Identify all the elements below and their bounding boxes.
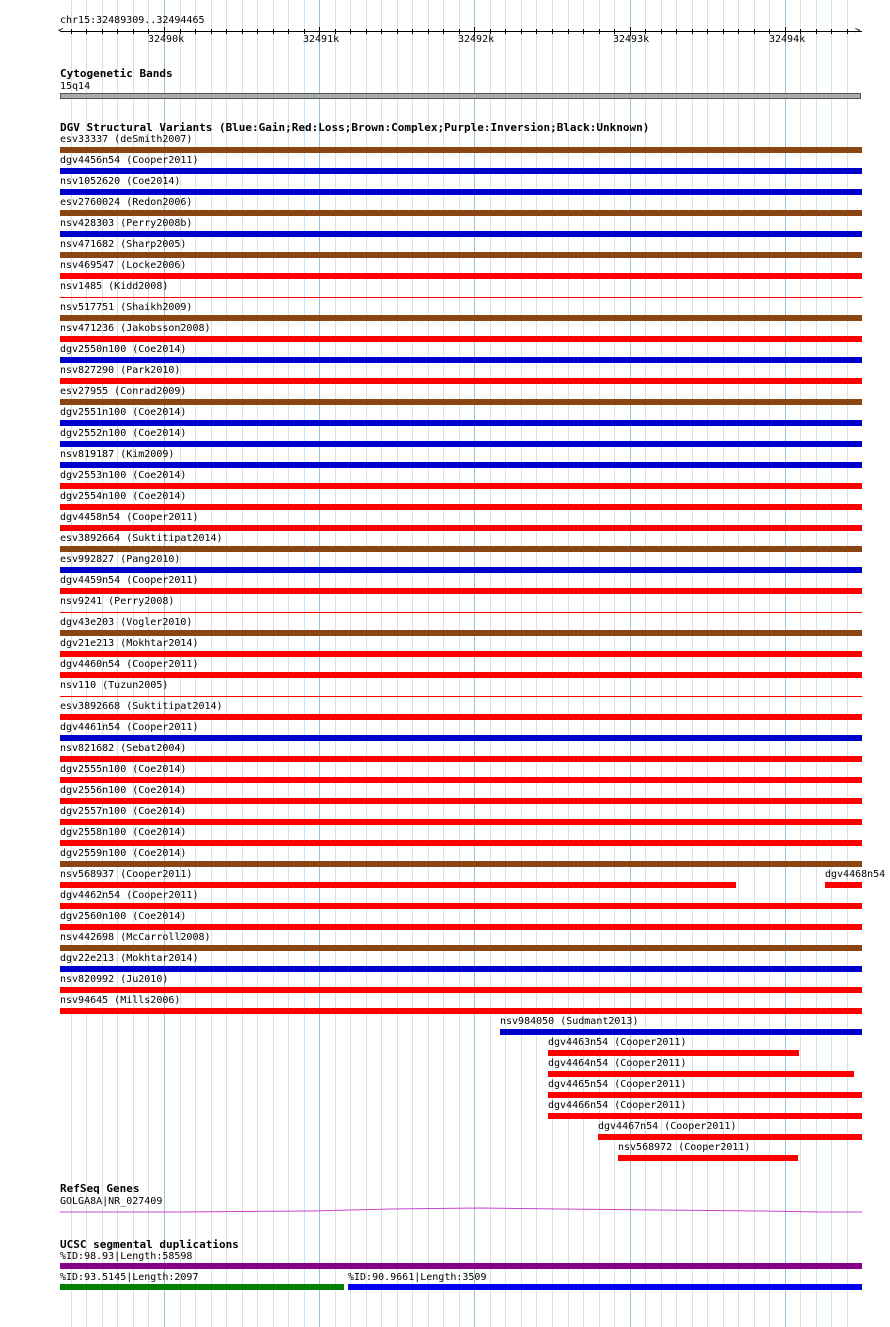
dgv-feature-bar[interactable] (60, 798, 862, 804)
ruler-minor-tick (366, 29, 367, 34)
dgv-feature-bar[interactable] (60, 462, 862, 468)
dgv-feature-bar[interactable] (60, 819, 862, 825)
dgv-feature-bar[interactable] (60, 714, 862, 720)
dgv-feature-label: nsv428303 (Perry2008b) (60, 218, 193, 229)
dgv-feature-label: nsv568972 (Cooper2011) (618, 1142, 751, 1153)
ruler-minor-tick (692, 29, 693, 34)
ruler-right-arrow-icon: > (855, 26, 861, 36)
refseq-track-title[interactable]: RefSeq Genes (60, 1182, 140, 1195)
dgv-feature-bar[interactable] (60, 315, 862, 321)
dgv-feature-label: dgv2556n100 (Coe2014) (60, 785, 187, 796)
dgv-feature-bar[interactable] (60, 882, 736, 888)
ruler-minor-tick (723, 29, 724, 34)
dgv-feature-label: dgv43e203 (Vogler2010) (60, 617, 193, 628)
dgv-feature-bar[interactable] (60, 357, 862, 363)
dgv-feature-bar[interactable] (60, 945, 862, 951)
ruler-minor-tick (397, 29, 398, 34)
dgv-feature-label: dgv22e213 (Mokhtar2014) (60, 953, 199, 964)
ruler-minor-tick (505, 29, 506, 34)
dgv-feature-bar[interactable] (60, 567, 862, 573)
dgv-feature-bar[interactable] (60, 1008, 862, 1014)
grid-minor-line (536, 0, 537, 1327)
dgv-feature-bar[interactable] (60, 441, 862, 447)
ruler-minor-tick (195, 29, 196, 34)
ruler-minor-tick (552, 29, 553, 34)
dgv-feature-bar[interactable] (60, 651, 862, 657)
ruler-minor-tick (583, 29, 584, 34)
ruler-minor-tick (428, 29, 429, 34)
grid-minor-line (381, 0, 382, 1327)
dgv-feature-bar[interactable] (60, 966, 862, 972)
grid-minor-line (242, 0, 243, 1327)
dgv-feature-label: dgv2557n100 (Coe2014) (60, 806, 187, 817)
ruler-minor-tick (226, 29, 227, 34)
grid-minor-line (847, 0, 848, 1327)
dgv-feature-label: esv33337 (deSmith2007) (60, 134, 193, 145)
dgv-feature-bar[interactable] (60, 525, 862, 531)
ruler-minor-tick (599, 29, 600, 34)
dgv-feature-label: nsv984050 (Sudmant2013) (500, 1016, 639, 1027)
grid-minor-line (211, 0, 212, 1327)
dgv-feature-label: esv27955 (Conrad2009) (60, 386, 187, 397)
dgv-feature-label: nsv94645 (Mills2006) (60, 995, 181, 1006)
ruler-minor-tick (676, 29, 677, 34)
dgv-feature-label: dgv4462n54 (Cooper2011) (60, 890, 199, 901)
dgv-feature-label: nsv9241 (Perry2008) (60, 596, 175, 607)
dgv-feature-bar[interactable] (548, 1113, 862, 1119)
dgv-feature-label: nsv517751 (Shaikh2009) (60, 302, 193, 313)
dgv-feature-label: dgv2551n100 (Coe2014) (60, 407, 187, 418)
dgv-feature-bar[interactable] (60, 546, 862, 552)
dgv-feature-label: nsv471682 (Sharp2005) (60, 239, 187, 250)
dgv-feature-bar[interactable] (60, 297, 862, 298)
dgv-feature-label: nsv821682 (Sebat2004) (60, 743, 187, 754)
dgv-feature-bar[interactable] (60, 696, 862, 697)
dgv-feature-label: nsv1052620 (Coe2014) (60, 176, 181, 187)
ruler-minor-tick (102, 29, 103, 34)
dgv-feature-bar[interactable] (60, 147, 862, 153)
dgv-feature-bar[interactable] (60, 672, 862, 678)
dgv-feature-bar[interactable] (60, 735, 862, 741)
grid-minor-line (304, 0, 305, 1327)
ruler-tick-label: 32491k (303, 34, 340, 45)
ruler-range-label: chr15:32489309..32494465 (60, 15, 205, 26)
dgv-feature-label: esv992827 (Pang2010) (60, 554, 181, 565)
dgv-feature-bar[interactable] (60, 756, 862, 762)
grid-minor-line (800, 0, 801, 1327)
grid-minor-line (366, 0, 367, 1327)
dgv-feature-bar[interactable] (60, 504, 862, 510)
dgv-feature-label: dgv4463n54 (Cooper2011) (548, 1037, 687, 1048)
ruler-tick-label: 32492k (458, 34, 495, 45)
dgv-feature-label: nsv469547 (Locke2006) (60, 260, 187, 271)
dgv-feature-label: dgv4456n54 (Cooper2011) (60, 155, 199, 166)
ruler-minor-tick (816, 29, 817, 34)
grid-major-line (785, 0, 786, 1327)
grid-minor-line (443, 0, 444, 1327)
dgv-feature-label: nsv819187 (Kim2009) (60, 449, 175, 460)
grid-minor-line (350, 0, 351, 1327)
dgv-feature-label: nsv827290 (Park2010) (60, 365, 181, 376)
ruler-minor-tick (661, 29, 662, 34)
dgv-feature-bar[interactable] (60, 924, 862, 930)
dgv-feature-bar[interactable] (60, 777, 862, 783)
grid-minor-line (428, 0, 429, 1327)
segdup-feature-label: %ID:90.9661|Length:3509 (348, 1272, 487, 1283)
grid-minor-line (459, 0, 460, 1327)
dgv-feature-bar[interactable] (825, 882, 862, 888)
ruler-minor-tick (412, 29, 413, 34)
dgv-feature-label: nsv1485 (Kidd2008) (60, 281, 169, 292)
dgv-feature-label: nsv471236 (Jakobsson2008) (60, 323, 211, 334)
dgv-feature-bar[interactable] (60, 483, 862, 489)
grid-minor-line (257, 0, 258, 1327)
dgv-feature-bar[interactable] (60, 612, 862, 613)
ruler-minor-tick (443, 29, 444, 34)
dgv-feature-label: dgv2555n100 (Coe2014) (60, 764, 187, 775)
dgv-feature-label: esv3892668 (Suktitipat2014) (60, 701, 223, 712)
segdup-feature-label: %ID:93.5145|Length:2097 (60, 1272, 199, 1283)
dgv-feature-bar[interactable] (60, 231, 862, 237)
dgv-feature-bar[interactable] (60, 399, 862, 405)
ruler-minor-tick (117, 29, 118, 34)
dgv-feature-label: dgv2552n100 (Coe2014) (60, 428, 187, 439)
ruler-minor-tick (133, 29, 134, 34)
grid-minor-line (754, 0, 755, 1327)
dgv-feature-bar[interactable] (500, 1029, 862, 1035)
grid-minor-line (831, 0, 832, 1327)
grid-minor-line (738, 0, 739, 1327)
dgv-feature-label: esv3892664 (Suktitipat2014) (60, 533, 223, 544)
segdup-feature-bar[interactable] (60, 1284, 344, 1290)
ruler-minor-tick (381, 29, 382, 34)
dgv-feature-bar[interactable] (618, 1155, 798, 1161)
ruler-minor-tick (211, 29, 212, 34)
grid-minor-line (583, 0, 584, 1327)
refseq-gene-label: GOLGA8A|NR_027409 (60, 1196, 163, 1207)
ruler-minor-tick (242, 29, 243, 34)
ruler-minor-tick (71, 29, 72, 34)
grid-major-line (319, 0, 320, 1327)
dgv-feature-bar[interactable] (60, 210, 862, 216)
dgv-feature-label: dgv4467n54 (Cooper2011) (598, 1121, 737, 1132)
grid-minor-line (521, 0, 522, 1327)
dgv-feature-label: dgv4468n54 (825, 869, 886, 880)
dgv-feature-label: dgv4461n54 (Cooper2011) (60, 722, 199, 733)
dgv-feature-bar[interactable] (60, 630, 862, 636)
dgv-feature-label: dgv2560n100 (Coe2014) (60, 911, 187, 922)
segdup-feature-bar[interactable] (348, 1284, 862, 1290)
dgv-feature-label: nsv820992 (Ju2010) (60, 974, 169, 985)
ruler-minor-tick (738, 29, 739, 34)
dgv-feature-label: dgv21e213 (Mokhtar2014) (60, 638, 199, 649)
grid-minor-line (568, 0, 569, 1327)
dgv-feature-label: esv2760024 (Redon2006) (60, 197, 193, 208)
ruler-minor-tick (831, 29, 832, 34)
grid-minor-line (490, 0, 491, 1327)
dgv-feature-label: dgv2554n100 (Coe2014) (60, 491, 187, 502)
dgv-feature-bar[interactable] (60, 189, 862, 195)
dgv-feature-label: dgv4464n54 (Cooper2011) (548, 1058, 687, 1069)
ruler-minor-tick (288, 29, 289, 34)
ruler-minor-tick (847, 29, 848, 34)
grid-minor-line (505, 0, 506, 1327)
dgv-feature-bar[interactable] (548, 1092, 862, 1098)
ruler-minor-tick (257, 29, 258, 34)
grid-minor-line (335, 0, 336, 1327)
ruler-minor-tick (273, 29, 274, 34)
dgv-feature-bar[interactable] (60, 861, 862, 867)
dgv-feature-bar[interactable] (60, 420, 862, 426)
grid-major-line (474, 0, 475, 1327)
dgv-feature-bar[interactable] (60, 378, 862, 384)
segdup-feature-bar[interactable] (60, 1263, 862, 1269)
dgv-feature-bar[interactable] (60, 336, 862, 342)
dgv-feature-label: nsv442698 (McCarroll2008) (60, 932, 211, 943)
dgv-feature-label: nsv568937 (Cooper2011) (60, 869, 193, 880)
ruler-minor-tick (521, 29, 522, 34)
refseq-gene-intron-line (60, 1208, 862, 1212)
dgv-feature-label: dgv2553n100 (Coe2014) (60, 470, 187, 481)
ruler-minor-tick (707, 29, 708, 34)
dgv-feature-bar[interactable] (60, 987, 862, 993)
segdup-feature-label: %ID:98.93|Length:58598 (60, 1251, 193, 1262)
dgv-feature-label: dgv4460n54 (Cooper2011) (60, 659, 199, 670)
dgv-feature-bar[interactable] (548, 1050, 799, 1056)
dgv-feature-label: dgv2558n100 (Coe2014) (60, 827, 187, 838)
dgv-feature-label: nsv110 (Tuzun2005) (60, 680, 169, 691)
dgv-feature-label: dgv4458n54 (Cooper2011) (60, 512, 199, 523)
dgv-feature-label: dgv4466n54 (Cooper2011) (548, 1100, 687, 1111)
dgv-feature-bar[interactable] (60, 168, 862, 174)
dgv-feature-bar[interactable] (60, 840, 862, 846)
segdup-track-title[interactable]: UCSC segmental duplications (60, 1238, 239, 1251)
dgv-feature-label: dgv4465n54 (Cooper2011) (548, 1079, 687, 1090)
ruler-minor-tick (86, 29, 87, 34)
grid-minor-line (412, 0, 413, 1327)
dgv-feature-label: dgv2550n100 (Coe2014) (60, 344, 187, 355)
ruler-minor-tick (350, 29, 351, 34)
dgv-feature-bar[interactable] (60, 903, 862, 909)
grid-minor-line (769, 0, 770, 1327)
cytoband-bar[interactable] (60, 93, 861, 99)
grid-minor-line (397, 0, 398, 1327)
dgv-feature-bar[interactable] (60, 273, 862, 279)
ruler-minor-tick (536, 29, 537, 34)
ruler-tick-label: 32490k (148, 34, 185, 45)
dgv-feature-bar[interactable] (60, 588, 862, 594)
dgv-feature-label: dgv2559n100 (Coe2014) (60, 848, 187, 859)
ruler-minor-tick (568, 29, 569, 34)
refseq-gene-line[interactable] (60, 1204, 862, 1218)
grid-minor-line (273, 0, 274, 1327)
ruler-tick-label: 32493k (613, 34, 650, 45)
cytoband-track-title[interactable]: Cytogenetic Bands (60, 67, 173, 80)
ruler-minor-tick (754, 29, 755, 34)
ruler-left-arrow-icon: < (58, 26, 64, 36)
dgv-feature-label: dgv4459n54 (Cooper2011) (60, 575, 199, 586)
grid-minor-line (816, 0, 817, 1327)
grid-minor-line (552, 0, 553, 1327)
dgv-feature-bar[interactable] (60, 252, 862, 258)
cytoband-label: 15q14 (60, 81, 91, 92)
grid-minor-line (288, 0, 289, 1327)
ruler-tick-label: 32494k (769, 34, 806, 45)
grid-minor-line (226, 0, 227, 1327)
dgv-track-title[interactable]: DGV Structural Variants (Blue:Gain;Red:Loss;Brown:Complex;Purple:Inversion;Black:Unknown) (60, 121, 650, 134)
dgv-feature-bar[interactable] (548, 1071, 854, 1077)
dgv-feature-bar[interactable] (598, 1134, 862, 1140)
